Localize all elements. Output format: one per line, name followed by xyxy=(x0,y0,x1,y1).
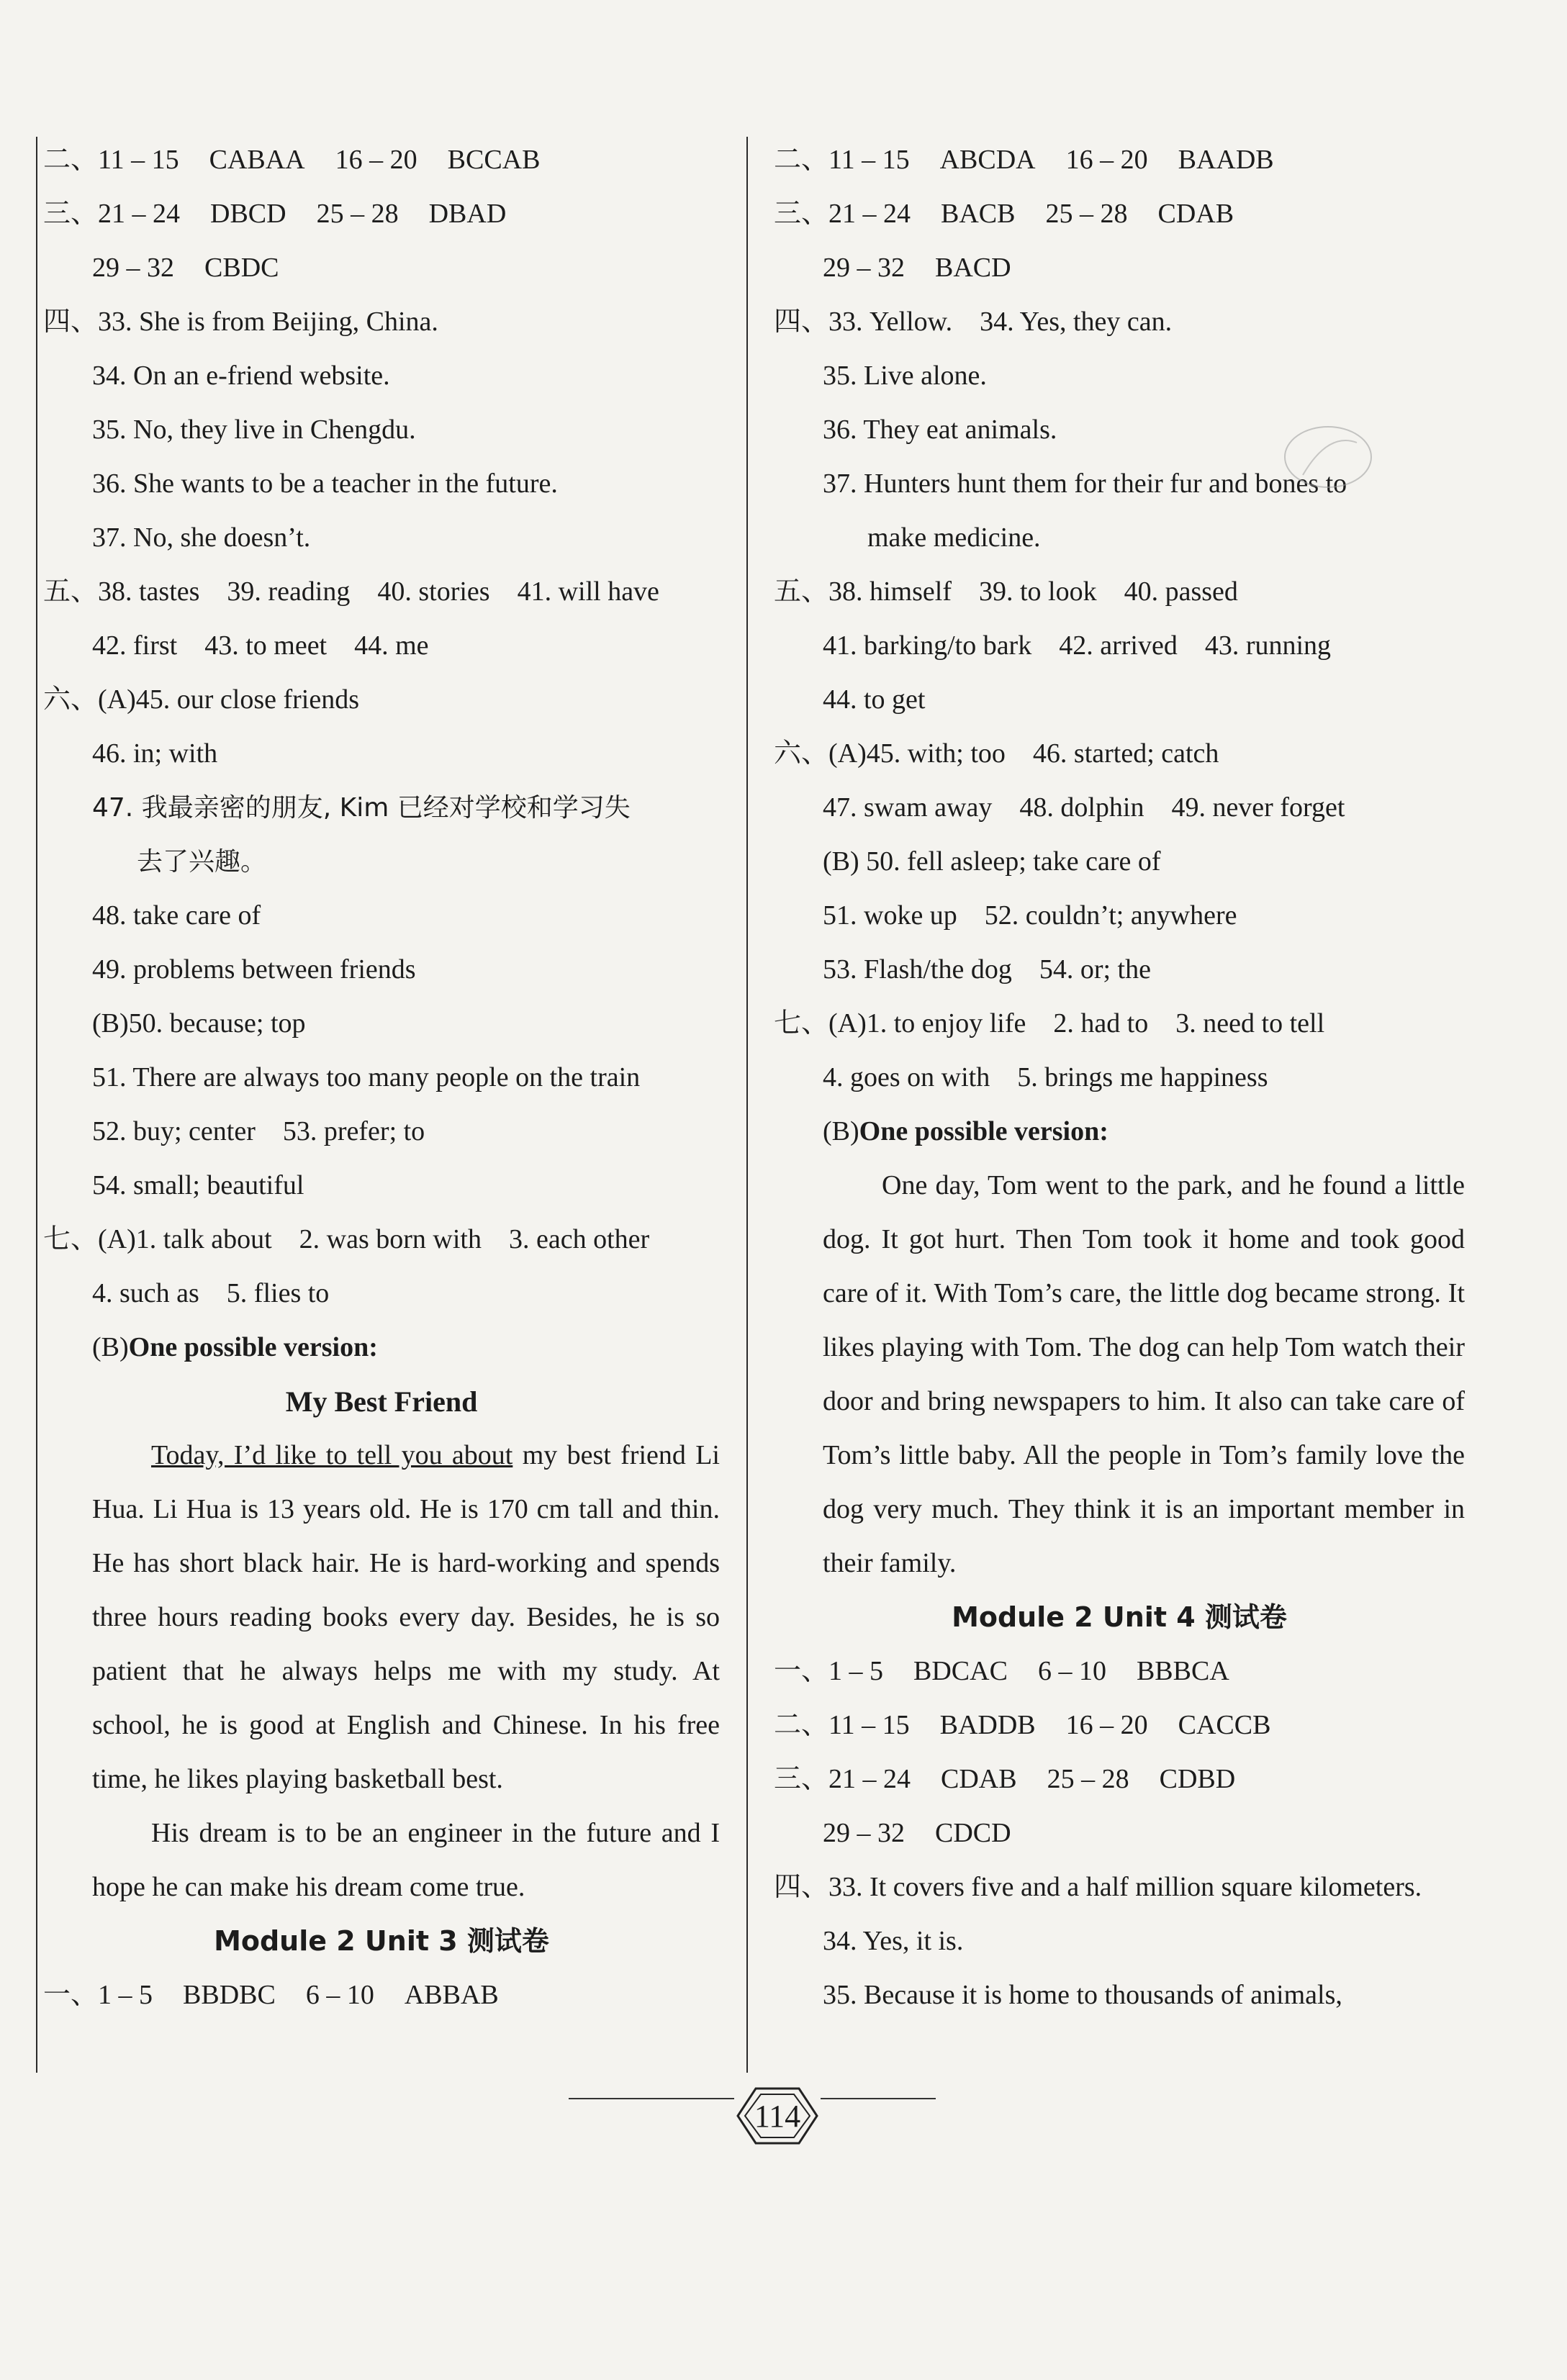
right-column xyxy=(774,133,1465,2022)
answer-line: 一、1 – 5 BBDBC 6 – 10 ABBAB xyxy=(43,1980,499,2010)
stamp-icon xyxy=(1274,417,1382,497)
answer-line: 4. goes on with 5. brings me happiness xyxy=(823,1062,1268,1092)
answer-line: 29 – 32 CBDC xyxy=(92,253,279,283)
answer-line: 三、21 – 24 BACB 25 – 28 CDAB xyxy=(774,199,1234,229)
answer-line: 五、38. tastes 39. reading 40. stories 41. will have xyxy=(43,576,659,607)
answer-line: 34. On an e-friend website. xyxy=(92,361,390,391)
answer-line: 37. Hunters hunt them for their fur and bones to xyxy=(823,469,1347,499)
essay-paragraph: Today, I’d like to tell you about my best friend Li Hua. Li Hua is 13 years old. He is 170 cm tall and thin. He has short black hair. He is hard-working and spends three hours reading books every day. Besides, he is so patient that he always helps me with my study. At school, he is good at English and Chinese. In his free time, he likes playing basketball best. xyxy=(92,1440,720,1794)
answer-line: 4. such as 5. flies to xyxy=(92,1278,330,1308)
answer-line: 二、11 – 15 ABCDA 16 – 20 BAADB xyxy=(774,145,1274,175)
answer-line: 51. There are always too many people on the train xyxy=(92,1062,641,1092)
answer-line: 47. 我最亲密的朋友, Kim 已经对学校和学习失 xyxy=(92,793,631,823)
answer-line: 七、(A)1. to enjoy life 2. had to 3. need to tell xyxy=(774,1008,1325,1039)
answer-line: 46. in; with xyxy=(92,738,218,769)
answer-line: 四、33. Yellow. 34. Yes, they can. xyxy=(774,307,1173,337)
answer-line: 35. Live alone. xyxy=(823,361,987,391)
answer-line: 三、21 – 24 DBCD 25 – 28 DBAD xyxy=(43,199,507,229)
left-margin-rule xyxy=(36,137,37,2073)
page-footer xyxy=(0,2080,1567,2181)
answer-line: 35. Because it is home to thousands of animals, xyxy=(823,1980,1342,2010)
answer-line: 49. problems between friends xyxy=(92,954,416,985)
answer-line: 44. to get xyxy=(823,684,926,715)
answer-line: 一、1 – 5 BDCAC 6 – 10 BBBCA xyxy=(774,1656,1229,1686)
answer-line: 52. buy; center 53. prefer; to xyxy=(92,1116,425,1146)
essay-paragraph: One day, Tom went to the park, and he found a little dog. It got hurt. Then Tom took it home and took good care of it. With Tom’s care, the little dog became strong. It likes playing with Tom. The dog can help Tom watch their door and bring newspapers to him. It also can take care of Tom’s little baby. All the people in Tom’s family love the dog very much. They think it is an important member in their family. xyxy=(823,1170,1465,1578)
answer-line: 六、(A)45. with; too 46. started; catch xyxy=(774,738,1219,769)
answer-line: make medicine. xyxy=(867,522,1041,553)
answer-line: 二、11 – 15 CABAA 16 – 20 BCCAB xyxy=(43,145,541,175)
answer-line: 去了兴趣。 xyxy=(137,847,267,877)
answer-line: 六、(A)45. our close friends xyxy=(43,684,360,715)
answer-line: 35. No, they live in Chengdu. xyxy=(92,415,416,445)
answer-line: 五、38. himself 39. to look 40. passed xyxy=(774,576,1238,607)
answer-line: 36. She wants to be a teacher in the future. xyxy=(92,469,558,499)
answer-line: 54. small; beautiful xyxy=(92,1170,304,1200)
answer-line: 41. barking/to bark 42. arrived 43. running xyxy=(823,630,1332,661)
answer-line: 48. take care of xyxy=(92,900,261,931)
answer-line: (B)50. because; top xyxy=(92,1008,306,1039)
answer-line: 二、11 – 15 BADDB 16 – 20 CACCB xyxy=(774,1710,1271,1740)
answer-line: (B) 50. fell asleep; take care of xyxy=(823,846,1161,877)
answer-line: 36. They eat animals. xyxy=(823,415,1057,445)
answer-line: 42. first 43. to meet 44. me xyxy=(92,630,429,661)
footer-rule-left xyxy=(569,2098,734,2099)
answer-line: 四、33. She is from Beijing, China. xyxy=(43,307,438,337)
answer-line: 三、21 – 24 CDAB 25 – 28 CDBD xyxy=(774,1764,1236,1794)
answer-line: 29 – 32 CDCD xyxy=(823,1818,1011,1848)
page-number: 114 xyxy=(754,2098,801,2134)
left-column xyxy=(43,133,720,2022)
answer-line: (B)One possible version: xyxy=(823,1116,1108,1146)
essay-title: My Best Friend xyxy=(285,1385,478,1418)
answer-line: 七、(A)1. talk about 2. was born with 3. each other xyxy=(43,1224,650,1254)
answer-line: 29 – 32 BACD xyxy=(823,253,1011,283)
page-number-badge xyxy=(723,2080,831,2152)
answer-line: (B)One possible version: xyxy=(92,1332,378,1362)
section-heading: Module 2 Unit 3 测试卷 xyxy=(214,1925,549,1957)
column-divider xyxy=(746,137,748,2073)
answer-line: 37. No, she doesn’t. xyxy=(92,522,311,553)
answer-line: 51. woke up 52. couldn’t; anywhere xyxy=(823,900,1237,931)
answer-line: 53. Flash/the dog 54. or; the xyxy=(823,954,1151,985)
essay-paragraph: His dream is to be an engineer in the future and I hope he can make his dream come true. xyxy=(92,1818,720,1902)
footer-rule-right xyxy=(821,2098,936,2099)
answer-line: 47. swam away 48. dolphin 49. never forget xyxy=(823,792,1345,823)
answer-line: 34. Yes, it is. xyxy=(823,1926,964,1956)
answer-line: 四、33. It covers five and a half million square kilometers. xyxy=(774,1872,1422,1902)
section-heading: Module 2 Unit 4 测试卷 xyxy=(952,1601,1287,1633)
